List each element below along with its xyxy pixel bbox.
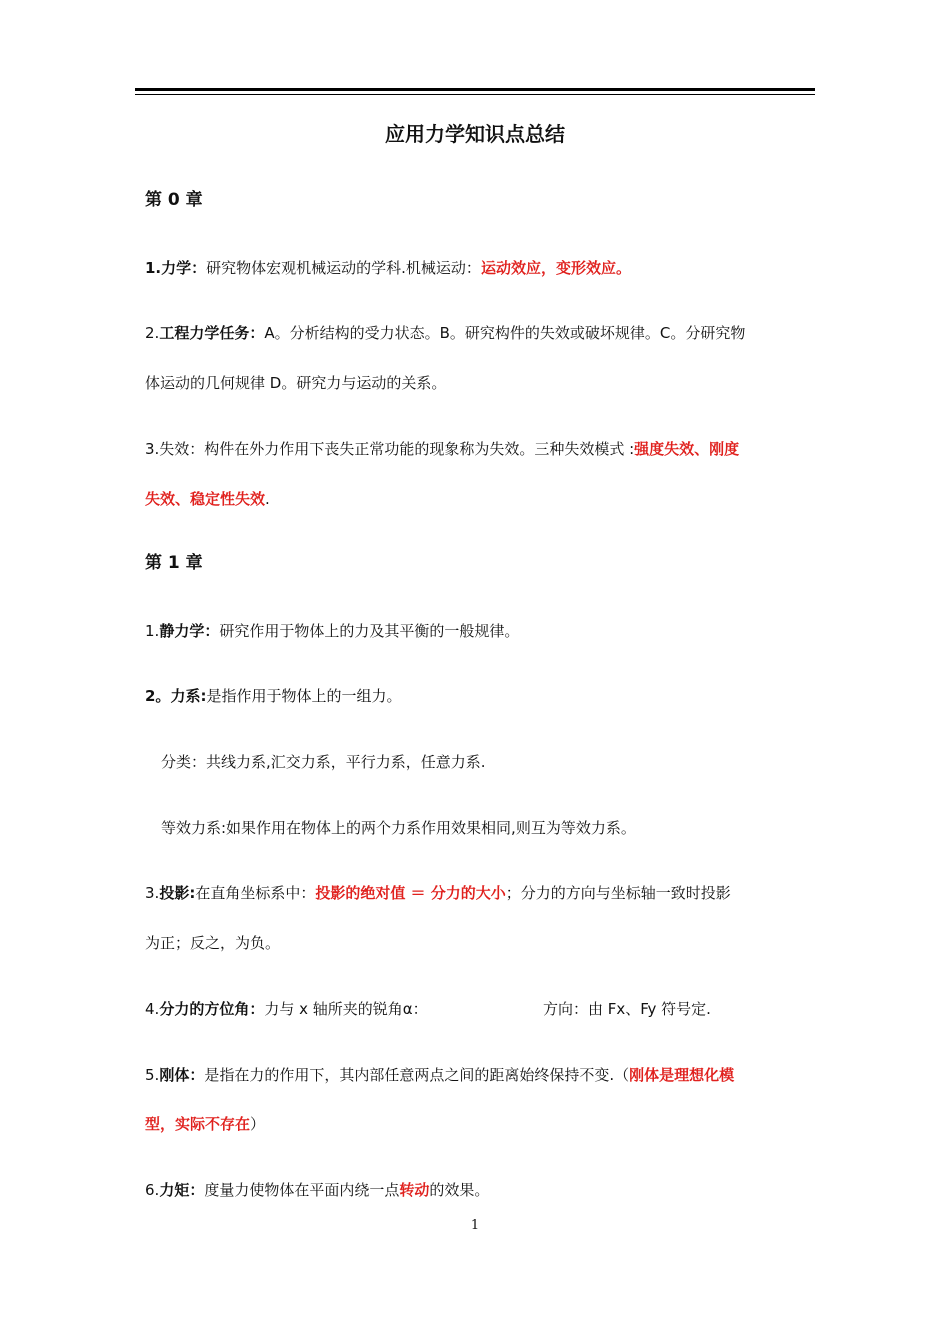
item-text: 是指在力的作用下，其内部任意两点之间的距离始终保持不变.（ (204, 1066, 630, 1084)
ch1-item-3-line-2: 为正；反之，为负。 (145, 934, 281, 952)
item-tail: . (265, 490, 270, 508)
item-term: 工程力学任务： (159, 324, 265, 342)
item-text: ；分力的方向与坐标轴一致时投影 (505, 884, 731, 902)
item-term: 分力的方位角： (159, 1000, 265, 1018)
item-term: 刚体： (159, 1066, 205, 1084)
item-number: 1. (145, 259, 162, 277)
item-number: 2. (145, 324, 160, 342)
item-highlight: 投影的绝对值 ＝ 分力的大小 (315, 884, 506, 902)
ch0-item-3-line-1 (145, 439, 739, 459)
ch0-item-2-line-1 (145, 323, 745, 343)
ch1-item-6 (145, 1180, 489, 1200)
item-highlight: 强度失效、刚度 (634, 440, 740, 458)
item-text: 研究物体宏观机械运动的学科.机械运动： (206, 259, 481, 277)
item-term: 力系: (170, 687, 207, 705)
item-highlight: 运动效应，变形效应。 (480, 259, 631, 277)
item-text: A。分析结构的受力状态。B。研究构件的失效或破坏规律。C。分研究物 (264, 324, 746, 342)
item-highlight: 刚体是理想化模 (629, 1066, 735, 1084)
item-text: 在直角坐标系中： (195, 884, 316, 902)
item-number: 2。 (145, 687, 171, 705)
item-highlight: 失效、稳定性失效 (145, 490, 266, 508)
item-text: 力与 x 轴所夹的锐角α： (264, 1000, 428, 1018)
ch1-item-4 (145, 999, 428, 1019)
header-rule-thin (135, 94, 815, 95)
ch1-item-2-classification: 分类：共线力系,汇交力系，平行力系，任意力系. (161, 753, 486, 771)
page-number: 1 (470, 1218, 480, 1233)
ch1-item-5-line-1 (145, 1065, 734, 1085)
item-number: 5. (145, 1066, 160, 1084)
item-number: 4. (145, 1000, 160, 1018)
item-text: 度量力使物体在平面内绕一点 (204, 1181, 400, 1199)
document-title: 应用力学知识点总结 (385, 122, 565, 146)
ch1-item-3-line-1 (145, 883, 731, 903)
item-text: 3.失效：构件在外力作用下丧失正常功能的现象称为失效。三种失效模式 : (145, 440, 635, 458)
item-number: 6. (145, 1181, 160, 1199)
item-term: 投影: (159, 884, 196, 902)
ch1-item-2 (145, 686, 401, 706)
header-rule-thick (135, 88, 815, 91)
ch0-item-1 (145, 258, 631, 278)
item-text: 的效果。 (429, 1181, 490, 1199)
chapter-0-heading: 第 0 章 (145, 190, 203, 210)
item-tail: ） (250, 1115, 266, 1133)
item-number: 3. (145, 884, 160, 902)
item-text: 研究作用于物体上的力及其平衡的一般规律。 (219, 622, 520, 640)
ch1-item-4-direction: 方向：由 Fx、Fy 符号定. (543, 1000, 711, 1018)
ch1-item-5-line-2 (145, 1114, 265, 1134)
ch0-item-2-line-2: 体运动的几何规律 D。研究力与运动的关系。 (145, 374, 447, 392)
ch0-item-3-line-2 (145, 489, 270, 509)
ch1-item-1 (145, 621, 519, 641)
item-term: 静力学： (159, 622, 220, 640)
item-highlight: 型，实际不存在 (145, 1115, 251, 1133)
item-text: 是指作用于物体上的一组力。 (206, 687, 402, 705)
item-term: 力矩： (159, 1181, 205, 1199)
ch1-item-2-equivalent: 等效力系:如果作用在物体上的两个力系作用效果相同,则互为等效力系。 (161, 819, 636, 837)
chapter-1-heading: 第 1 章 (145, 553, 203, 573)
item-number: 1. (145, 622, 160, 640)
item-highlight: 转动 (399, 1181, 430, 1199)
item-term: 力学： (161, 259, 207, 277)
